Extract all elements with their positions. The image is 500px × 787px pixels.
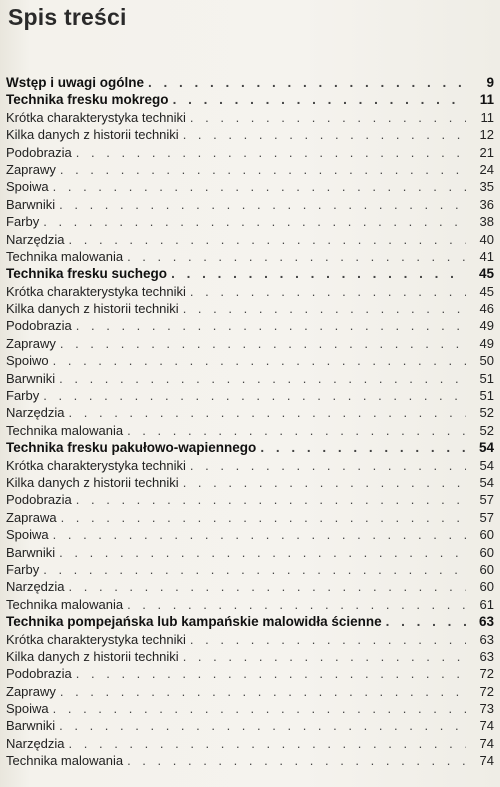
entry-title: Narzędzia xyxy=(6,405,65,421)
entry-title: Barwniki xyxy=(6,718,56,734)
dot-leader xyxy=(59,370,466,387)
toc-entry[interactable] xyxy=(6,248,494,265)
dot-leader xyxy=(171,265,466,282)
toc-entry[interactable] xyxy=(6,544,494,561)
toc-entry[interactable] xyxy=(6,596,494,613)
entry-title: Zaprawy xyxy=(6,161,56,177)
page-number: 12 xyxy=(479,127,494,143)
chapter-title: Technika fresku suchego xyxy=(6,266,168,282)
toc-entry[interactable] xyxy=(6,491,494,508)
dot-leader xyxy=(190,457,466,474)
page-number: 52 xyxy=(479,405,494,421)
page-number: 21 xyxy=(479,144,494,160)
dot-leader xyxy=(60,683,466,700)
dot-leader xyxy=(43,387,466,404)
entry-title: Spoiwo xyxy=(6,353,49,369)
entry-title: Kilka danych z historii techniki xyxy=(6,474,179,490)
page-number: 38 xyxy=(479,214,494,230)
toc-entry[interactable] xyxy=(6,178,494,195)
toc-entry[interactable] xyxy=(6,231,494,248)
page-number: 11 xyxy=(479,92,494,108)
toc-entry[interactable] xyxy=(6,317,494,334)
page-number: 60 xyxy=(479,544,494,560)
toc-entry[interactable] xyxy=(6,561,494,578)
dot-leader xyxy=(43,213,466,230)
toc-entry[interactable] xyxy=(6,213,494,230)
dot-leader xyxy=(76,144,466,161)
dot-leader xyxy=(69,231,466,248)
toc-entry[interactable] xyxy=(6,144,494,161)
chapter-title: Technika fresku pakułowo-wapiennego xyxy=(6,440,257,456)
toc-entry[interactable] xyxy=(6,648,494,665)
dot-leader xyxy=(53,526,466,543)
dot-leader xyxy=(190,631,466,648)
entry-title: Narzędzia xyxy=(6,579,65,595)
dot-leader xyxy=(190,283,466,300)
entry-title: Barwniki xyxy=(6,544,56,560)
chapter-title: Wstęp i uwagi ogólne xyxy=(6,75,144,90)
dot-leader xyxy=(76,665,466,682)
page-number: 74 xyxy=(479,753,494,769)
dot-leader xyxy=(43,561,466,578)
page-number: 74 xyxy=(479,718,494,734)
toc-entry[interactable] xyxy=(6,457,494,474)
page-number: 60 xyxy=(479,579,494,595)
entry-title: Technika malowania xyxy=(6,248,124,264)
page-number: 11 xyxy=(480,109,494,125)
dot-leader xyxy=(183,126,466,143)
page-number: 72 xyxy=(479,683,494,699)
entry-title: Krótka charakterystyka techniki xyxy=(6,457,186,473)
page-number: 57 xyxy=(479,509,494,525)
toc-entry[interactable] xyxy=(6,509,494,526)
toc-entry[interactable] xyxy=(6,631,494,648)
toc-entry[interactable] xyxy=(6,126,494,143)
dot-leader xyxy=(53,178,466,195)
dot-leader xyxy=(76,317,466,334)
table-of-contents xyxy=(6,74,494,770)
entry-title: Podobrazia xyxy=(6,492,72,508)
toc-entry[interactable] xyxy=(6,683,494,700)
toc-chapter[interactable] xyxy=(6,265,494,282)
dot-leader xyxy=(173,91,466,108)
dot-leader xyxy=(127,422,466,439)
toc-entry[interactable] xyxy=(6,387,494,404)
toc-chapter[interactable] xyxy=(6,613,494,630)
toc-entry[interactable] xyxy=(6,526,494,543)
page-number: 9 xyxy=(486,75,494,90)
entry-title: Krótka charakterystyka techniki xyxy=(6,631,186,647)
entry-title: Barwniki xyxy=(6,196,56,212)
dot-leader xyxy=(386,613,466,630)
toc-chapter[interactable] xyxy=(6,91,494,108)
dot-leader xyxy=(59,717,466,734)
toc-entry[interactable] xyxy=(6,300,494,317)
entry-title: Narzędzia xyxy=(6,231,65,247)
page-number: 41 xyxy=(479,248,494,264)
toc-entry[interactable] xyxy=(6,283,494,300)
page-number: 46 xyxy=(479,301,494,317)
page-number: 54 xyxy=(478,440,494,456)
toc-entry[interactable] xyxy=(6,370,494,387)
entry-title: Technika malowania xyxy=(6,422,124,438)
entry-title: Zaprawy xyxy=(6,335,56,351)
page-number: 63 xyxy=(478,614,494,630)
page-number: 45 xyxy=(478,266,494,282)
entry-title: Podobrazia xyxy=(6,318,72,334)
toc-chapter[interactable] xyxy=(6,74,494,91)
dot-leader xyxy=(183,648,466,665)
dot-leader xyxy=(127,752,466,769)
chapter-title: Technika fresku mokrego xyxy=(6,92,169,108)
dot-leader xyxy=(260,439,466,456)
entry-title: Podobrazia xyxy=(6,144,72,160)
page-number: 40 xyxy=(479,231,494,247)
dot-leader xyxy=(61,509,466,526)
entry-title: Spoiwa xyxy=(6,701,49,717)
page-number: 63 xyxy=(479,631,494,647)
entry-title: Farby xyxy=(6,388,40,404)
dot-leader xyxy=(69,578,466,595)
page-number: 74 xyxy=(479,735,494,751)
toc-entry[interactable] xyxy=(6,700,494,717)
dot-leader xyxy=(69,735,466,752)
page-number: 61 xyxy=(479,596,494,612)
entry-title: Spoiwa xyxy=(6,527,49,543)
toc-entry[interactable] xyxy=(6,161,494,178)
page-number: 49 xyxy=(479,318,494,334)
dot-leader xyxy=(127,596,466,613)
entry-title: Kilka danych z historii techniki xyxy=(6,301,179,317)
page-number: 54 xyxy=(479,474,494,490)
dot-leader xyxy=(183,474,466,491)
page-number: 51 xyxy=(479,370,494,386)
toc-entry[interactable] xyxy=(6,474,494,491)
entry-title: Zaprawa xyxy=(6,509,57,525)
page-number: 24 xyxy=(479,161,494,177)
toc-entry[interactable] xyxy=(6,404,494,421)
dot-leader xyxy=(59,544,466,561)
entry-title: Technika malowania xyxy=(6,596,124,612)
page-number: 50 xyxy=(479,353,494,369)
toc-entry[interactable] xyxy=(6,196,494,213)
entry-title: Kilka danych z historii techniki xyxy=(6,127,179,143)
entry-title: Podobrazia xyxy=(6,666,72,682)
toc-entry[interactable] xyxy=(6,665,494,682)
page-number: 49 xyxy=(479,335,494,351)
toc-entry[interactable] xyxy=(6,735,494,752)
toc-entry[interactable] xyxy=(6,578,494,595)
toc-entry[interactable] xyxy=(6,422,494,439)
toc-entry[interactable] xyxy=(6,109,494,126)
dot-leader xyxy=(53,700,466,717)
page-number: 36 xyxy=(479,196,494,212)
toc-entry[interactable] xyxy=(6,352,494,369)
dot-leader xyxy=(76,491,466,508)
toc-chapter[interactable] xyxy=(6,439,494,456)
entry-title: Farby xyxy=(6,214,40,230)
entry-title: Narzędzia xyxy=(6,735,65,751)
entry-title: Barwniki xyxy=(6,370,56,386)
dot-leader xyxy=(59,196,466,213)
entry-title: Kilka danych z historii techniki xyxy=(6,648,179,664)
page-number: 52 xyxy=(479,422,494,438)
page-number: 54 xyxy=(479,457,494,473)
page-number: 63 xyxy=(479,648,494,664)
chapter-title: Technika pompejańska lub kampańskie malowidła ścienne xyxy=(6,614,382,630)
dot-leader xyxy=(183,300,466,317)
page-number: 35 xyxy=(479,179,494,195)
page-title: Spis treści xyxy=(8,4,127,30)
entry-title: Spoiwa xyxy=(6,179,49,195)
dot-leader xyxy=(53,352,466,369)
entry-title: Zaprawy xyxy=(6,683,56,699)
entry-title: Farby xyxy=(6,561,40,577)
page-number: 60 xyxy=(479,527,494,543)
dot-leader xyxy=(69,404,466,421)
entry-title: Technika malowania xyxy=(6,753,124,769)
dot-leader xyxy=(60,335,466,352)
dot-leader xyxy=(148,74,466,91)
page-number: 72 xyxy=(479,666,494,682)
toc-entry[interactable] xyxy=(6,335,494,352)
page-number: 73 xyxy=(479,701,494,717)
entry-title: Krótka charakterystyka techniki xyxy=(6,283,186,299)
toc-entry[interactable] xyxy=(6,717,494,734)
page-number: 51 xyxy=(479,388,494,404)
dot-leader xyxy=(190,109,466,126)
dot-leader xyxy=(60,161,466,178)
page-number: 45 xyxy=(479,283,494,299)
page-number: 57 xyxy=(479,492,494,508)
page-number: 60 xyxy=(479,561,494,577)
toc-entry[interactable] xyxy=(6,752,494,769)
entry-title: Krótka charakterystyka techniki xyxy=(6,109,186,125)
dot-leader xyxy=(127,248,466,265)
